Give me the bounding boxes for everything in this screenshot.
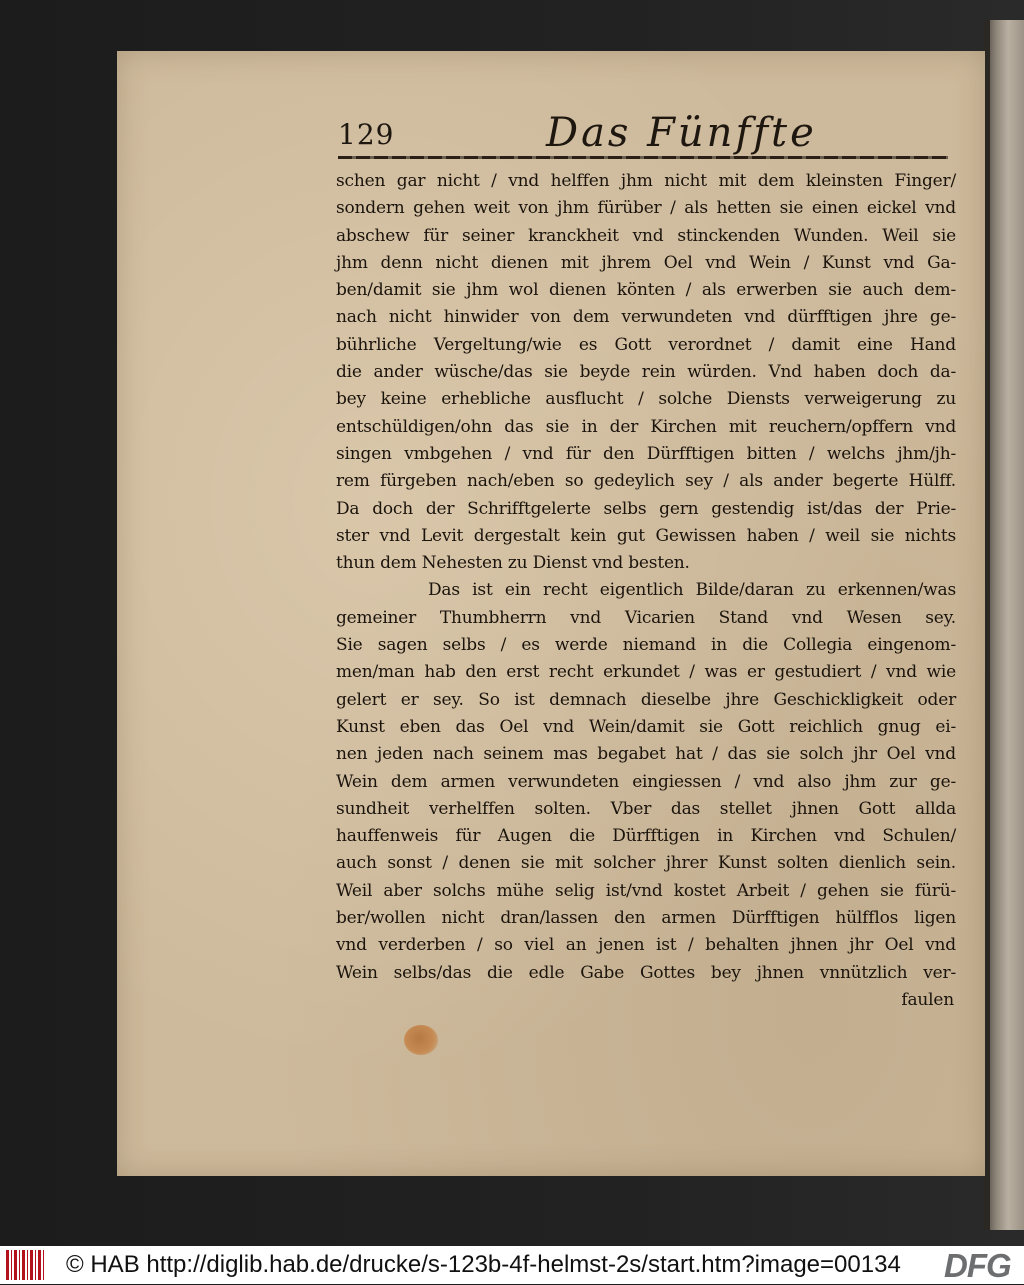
adjacent-page-edge: [984, 20, 1024, 1230]
text-line: ster vnd Levit dergestalt kein gut Gewissen haben / weil sie nichts: [336, 525, 956, 546]
text-line: Wein selbs/das die edle Gabe Gottes bey jhnen vnnützlich ver-: [336, 962, 956, 983]
text-line: thun dem Nehesten zu Dienst vnd besten.: [336, 553, 690, 574]
text-line: bührliche Vergeltung/wie es Gott verordnet / damit eine Hand: [336, 334, 956, 355]
text-line: entschüldigen/ohn das sie in der Kirchen mit reuchern/opffern vnd: [336, 416, 956, 437]
text-line: hauffenweis für Augen die Dürfftigen in Kirchen vnd Schulen/: [336, 826, 956, 847]
barcode-icon: [6, 1250, 46, 1280]
footer-bar: [0, 1246, 1024, 1284]
text-line: Sie sagen selbs / es werde niemand in die Collegia eingenom-: [336, 635, 956, 656]
text-line: Wein dem armen verwundeten eingiessen / vnd also jhm zur ge-: [336, 771, 956, 792]
text-line: abschew für seiner kranckheit vnd stinckenden Wunden. Weil sie: [336, 225, 956, 246]
text-line: auch sonst / denen sie mit solcher jhrer Kunst solten dienlich sein.: [336, 853, 956, 874]
text-line: Weil aber solchs mühe selig ist/vnd kostet Arbeit / gehen sie fürü-: [336, 880, 956, 901]
body-text: [336, 168, 956, 1014]
text-line: rem fürgeben nach/eben so gedeylich sey / als ander begerte Hülff.: [336, 471, 956, 492]
text-line: ber/wollen nicht dran/lassen den armen Dürfftigen hülfflos ligen: [336, 908, 956, 929]
copyright-link[interactable]: © HAB http://diglib.hab.de/drucke/s-123b-4f-helmst-2s/start.htm?image=00134: [66, 1251, 901, 1278]
paper-stain: [404, 1025, 438, 1055]
header-rule: [338, 156, 948, 159]
running-title: Das Fünffte: [546, 110, 817, 156]
text-line: ben/damit sie jhm wol dienen könten / als erwerben sie auch dem-: [336, 280, 956, 301]
text-line: nen jeden nach seinem mas begabet hat / das sie solch jhr Oel vnd: [336, 744, 956, 765]
text-line: bey keine erhebliche ausflucht / solche Diensts verweigerung zu: [336, 389, 956, 410]
text-line: Kunst eben das Oel vnd Wein/damit sie Gott reichlich gnug ei-: [336, 716, 956, 737]
text-line: men/man hab den erst recht erkundet / was er gestudiert / vnd wie: [336, 662, 956, 683]
running-head: [338, 108, 958, 160]
text-line: vnd verderben / so viel an jenen ist / behalten jhnen jhr Oel vnd: [336, 935, 956, 956]
text-line: sondern gehen weit von jhm fürüber / als hetten sie einen eickel vnd: [336, 198, 956, 219]
text-line: jhm denn nicht dienen mit jhrem Oel vnd Wein / Kunst vnd Ga-: [336, 252, 956, 273]
text-line: die ander wüsche/das sie beyde rein würden. Vnd haben doch da-: [336, 362, 956, 383]
dfg-logo: DFG: [944, 1247, 1011, 1284]
text-line: sundheit verhelffen solten. Vber das stellet jhnen Gott allda: [336, 798, 956, 819]
text-line: Da doch der Schrifftgelerte selbs gern gestendig ist/das der Prie-: [336, 498, 956, 519]
text-line: schen gar nicht / vnd helffen jhm nicht mit dem kleinsten Finger/: [336, 171, 956, 191]
text-line: nach nicht hinwider von dem verwundeten vnd dürfftigen jhre ge-: [336, 307, 956, 328]
text-line: gemeiner Thumbherrn vnd Vicarien Stand vnd Wesen sey.: [336, 607, 956, 628]
page-number: 129: [338, 118, 395, 151]
paragraph-start-line: Das ist ein recht eigentlich Bilde/daran zu erkennen/was: [428, 580, 956, 601]
text-line: singen vmbgehen / vnd für den Dürfftigen bitten / welchs jhm/jh-: [336, 443, 956, 464]
catchword: faulen: [901, 989, 954, 1010]
text-line: gelert er sey. So ist demnach dieselbe jhre Geschickligkeit oder: [336, 689, 956, 710]
